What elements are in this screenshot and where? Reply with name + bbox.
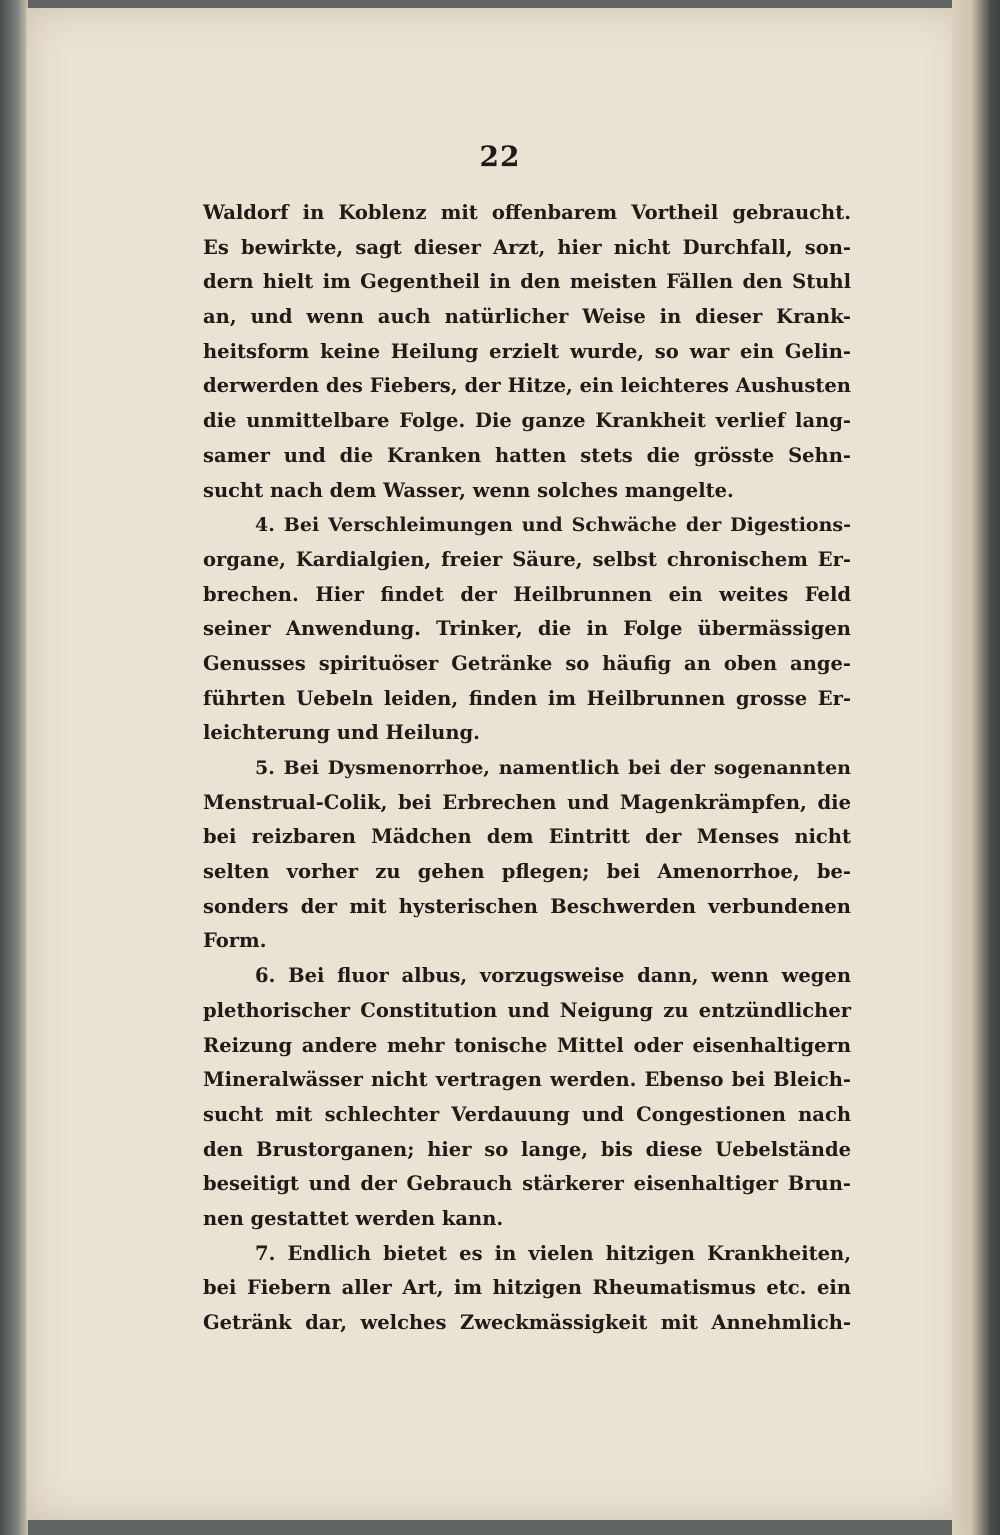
text-line: organe, Kardialgien, freier Säure, selbst chronischem Er- [203,547,851,571]
text-line: plethorischer Constitution und Neigung zu entzündlicher [203,998,851,1022]
text-line: den Brustorganen; hier so lange, bis diese Uebelstände [203,1137,851,1161]
text-line: führten Uebeln leiden, finden im Heilbrunnen grosse Er- [203,686,851,710]
text-line: Mineralwässer nicht vertragen werden. Ebenso bei Bleich- [203,1068,851,1092]
text-line: Getränk dar, welches Zweckmässigkeit mit Annehmlich- [203,1311,851,1334]
text-line: 7. Endlich bietet es in vielen hitzigen Krankheiten, [255,1241,851,1265]
text-line: derwerden des Fiebers, der Hitze, ein leichteres Aushusten [203,374,851,398]
text-line: selten vorher zu gehen pflegen; bei Amenorrhoe, be- [203,860,851,884]
text-line: Es bewirkte, sagt dieser Arzt, hier nicht Durchfall, son- [203,235,851,259]
book-spine-shadow [0,0,28,1535]
text-line: 5. Bei Dysmenorrhoe, namentlich bei der sogenannten [255,757,851,779]
text-line: Reizung andere mehr tonische Mittel oder eisenhaltigern [203,1033,851,1057]
text-line: Genusses spirituöser Getränke so häufig an oben ange- [203,651,851,675]
text-line: heitsform keine Heilung erzielt wurde, so war ein Gelin- [203,339,851,363]
text-line: bei Fiebern aller Art, im hitzigen Rheumatismus etc. ein [203,1276,851,1300]
text-line: sucht nach dem Wasser, wenn solches mangelte. [203,478,734,502]
text-line: leichterung und Heilung. [203,721,480,745]
page-number: 22 [479,140,521,173]
body-text [203,196,851,1341]
text-line: Menstrual-Colik, bei Erbrechen und Magenkrämpfen, die [203,790,851,814]
text-line: dern hielt im Gegentheil in den meisten Fällen den Stuhl [203,270,851,294]
text-line: nen gestattet werden kann. [203,1206,504,1230]
text-line: sonders der mit hysterischen Beschwerden verbundenen [203,894,851,918]
text-line: brechen. Hier findet der Heilbrunnen ein weites Feld [203,582,851,606]
text-line: beseitigt und der Gebrauch stärkerer eisenhaltiger Brun- [203,1172,851,1196]
text-line: samer und die Kranken hatten stets die grösste Sehn- [203,443,851,467]
page-edge [952,0,1000,1535]
text-line: bei reizbaren Mädchen dem Eintritt der Menses nicht [203,825,851,849]
text-line: Waldorf in Koblenz mit offenbarem Vortheil gebraucht. [203,201,851,224]
text-line: 6. Bei fluor albus, vorzugsweise dann, wenn wegen [255,964,851,988]
text-line: die unmittelbare Folge. Die ganze Krankheit verlief lang- [203,409,851,433]
text-line: seiner Anwendung. Trinker, die in Folge übermässigen [203,617,851,641]
text-line: an, und wenn auch natürlicher Weise in dieser Krank- [203,305,851,329]
text-line: 4. Bei Verschleimungen und Schwäche der Digestions- [255,514,851,537]
text-line: Form. [203,929,267,953]
text-line: sucht mit schlechter Verdauung und Congestionen nach [203,1102,851,1126]
